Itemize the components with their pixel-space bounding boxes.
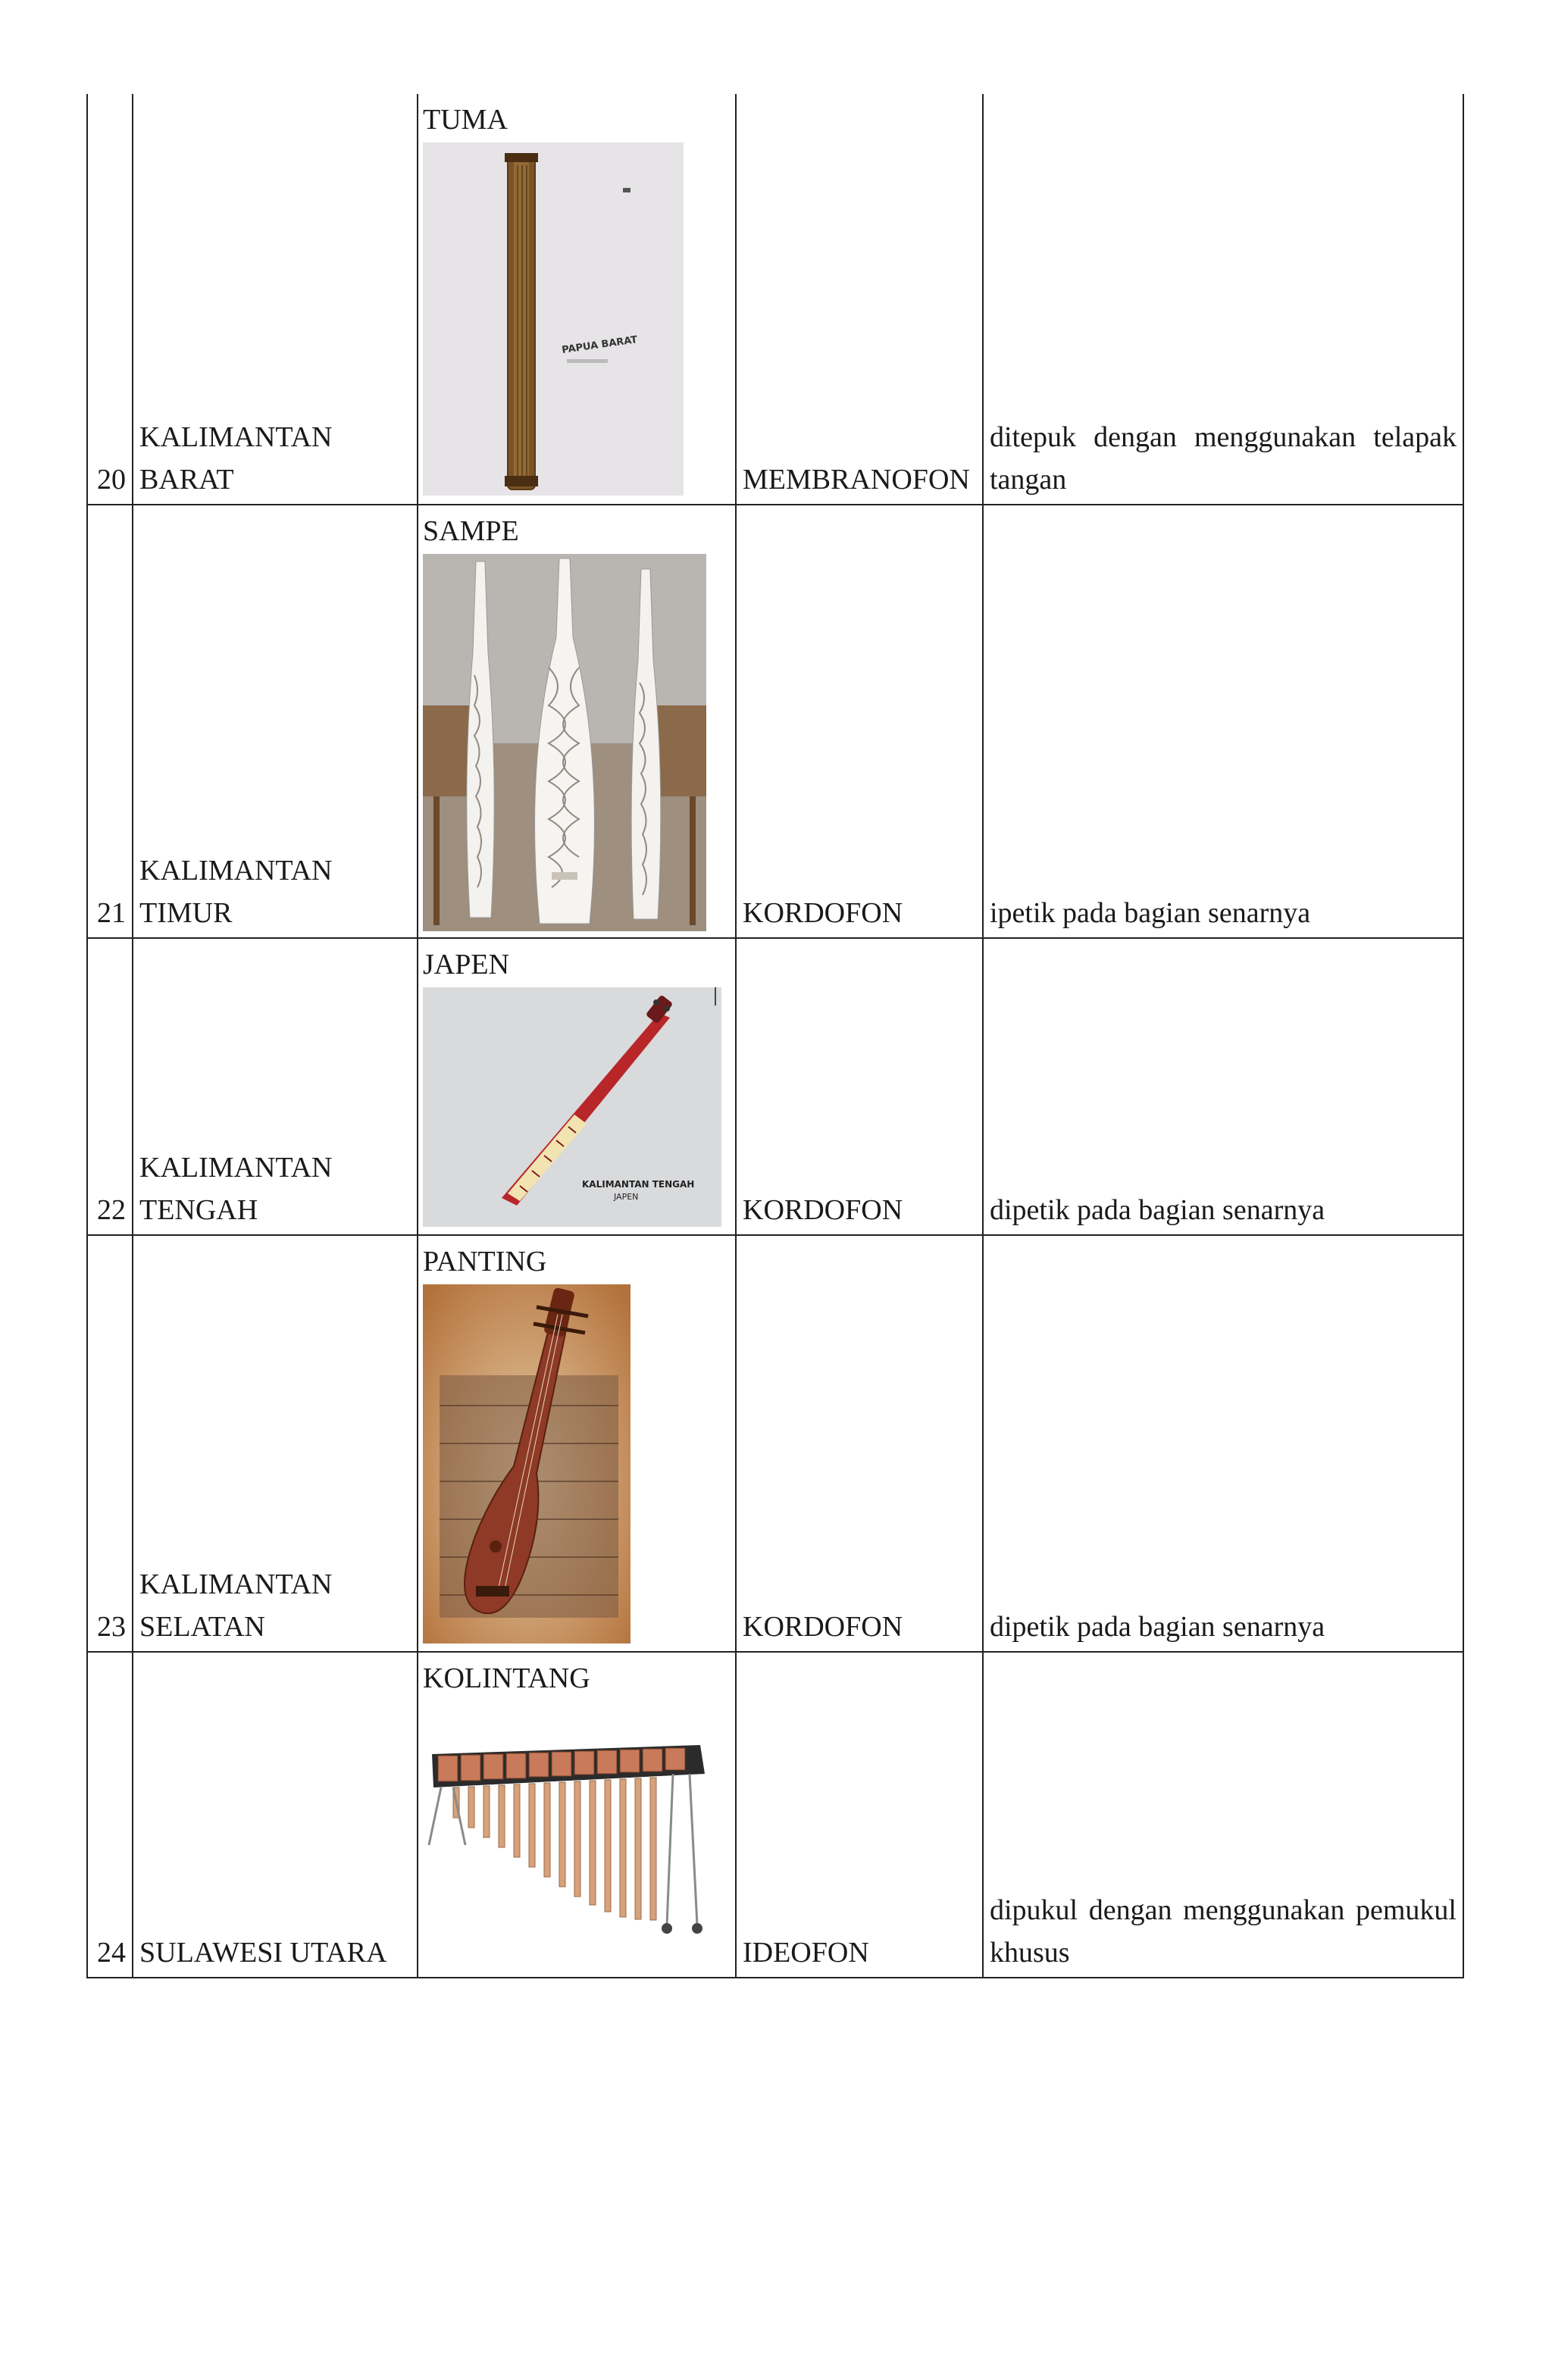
japen-photo xyxy=(423,987,721,1227)
instrument-cell xyxy=(418,94,736,505)
province-line: KALIMANTAN xyxy=(139,421,333,453)
type-cell: MEMBRANOFON xyxy=(736,94,983,505)
row-number: 23 xyxy=(87,1235,133,1652)
province-cell xyxy=(133,938,418,1235)
description-cell: ipetik pada bagian senarnya xyxy=(983,505,1463,938)
province-cell xyxy=(133,94,418,505)
instrument-table xyxy=(86,94,1464,1978)
province-line: KALIMANTAN xyxy=(139,1568,333,1600)
instrument-name: KOLINTANG xyxy=(423,1662,590,1694)
japen-photo-label-name: JAPEN xyxy=(614,1192,639,1202)
description-cell: ditepuk dengan menggunakan telapak tangan xyxy=(983,94,1463,505)
province-cell xyxy=(133,505,418,938)
instrument-cell xyxy=(418,1652,736,1978)
instrument-cell xyxy=(418,938,736,1235)
table-row xyxy=(87,505,1463,938)
province-line: TENGAH xyxy=(139,1194,258,1226)
japen-photo-label-province: KALIMANTAN TENGAH xyxy=(582,1179,695,1190)
instrument-cell xyxy=(418,505,736,938)
instrument-name: TUMA xyxy=(423,104,508,136)
row-number: 20 xyxy=(87,94,133,505)
row-number: 22 xyxy=(87,938,133,1235)
province-line: KALIMANTAN xyxy=(139,1152,333,1184)
table-row xyxy=(87,1235,1463,1652)
province-line: TIMUR xyxy=(139,897,233,929)
table-row xyxy=(87,1652,1463,1978)
instrument-cell xyxy=(418,1235,736,1652)
sampe-photo xyxy=(423,554,706,931)
type-cell: KORDOFON xyxy=(736,1235,983,1652)
table-row xyxy=(87,938,1463,1235)
province-line: KALIMANTAN xyxy=(139,855,333,887)
province-line: SULAWESI UTARA xyxy=(139,1937,387,1969)
kolintang-photo xyxy=(423,1701,711,1942)
province-line: SELATAN xyxy=(139,1611,265,1643)
tuma-photo xyxy=(423,142,684,496)
description-cell: dipukul dengan menggunakan pemukul khusus xyxy=(983,1652,1463,1978)
instrument-name: SAMPE xyxy=(423,515,519,547)
instrument-name: PANTING xyxy=(423,1246,547,1278)
type-cell: KORDOFON xyxy=(736,938,983,1235)
province-cell xyxy=(133,1235,418,1652)
tuma-photo-label: PAPUA BARAT xyxy=(561,334,639,356)
province-line: BARAT xyxy=(139,464,234,496)
table-row xyxy=(87,94,1463,505)
panting-photo xyxy=(423,1284,630,1643)
row-number: 24 xyxy=(87,1652,133,1978)
description-cell: dipetik pada bagian senarnya xyxy=(983,1235,1463,1652)
description-cell: dipetik pada bagian senarnya xyxy=(983,938,1463,1235)
province-cell xyxy=(133,1652,418,1978)
instrument-name: JAPEN xyxy=(423,949,510,980)
type-cell: KORDOFON xyxy=(736,505,983,938)
type-cell: IDEOFON xyxy=(736,1652,983,1978)
row-number: 21 xyxy=(87,505,133,938)
